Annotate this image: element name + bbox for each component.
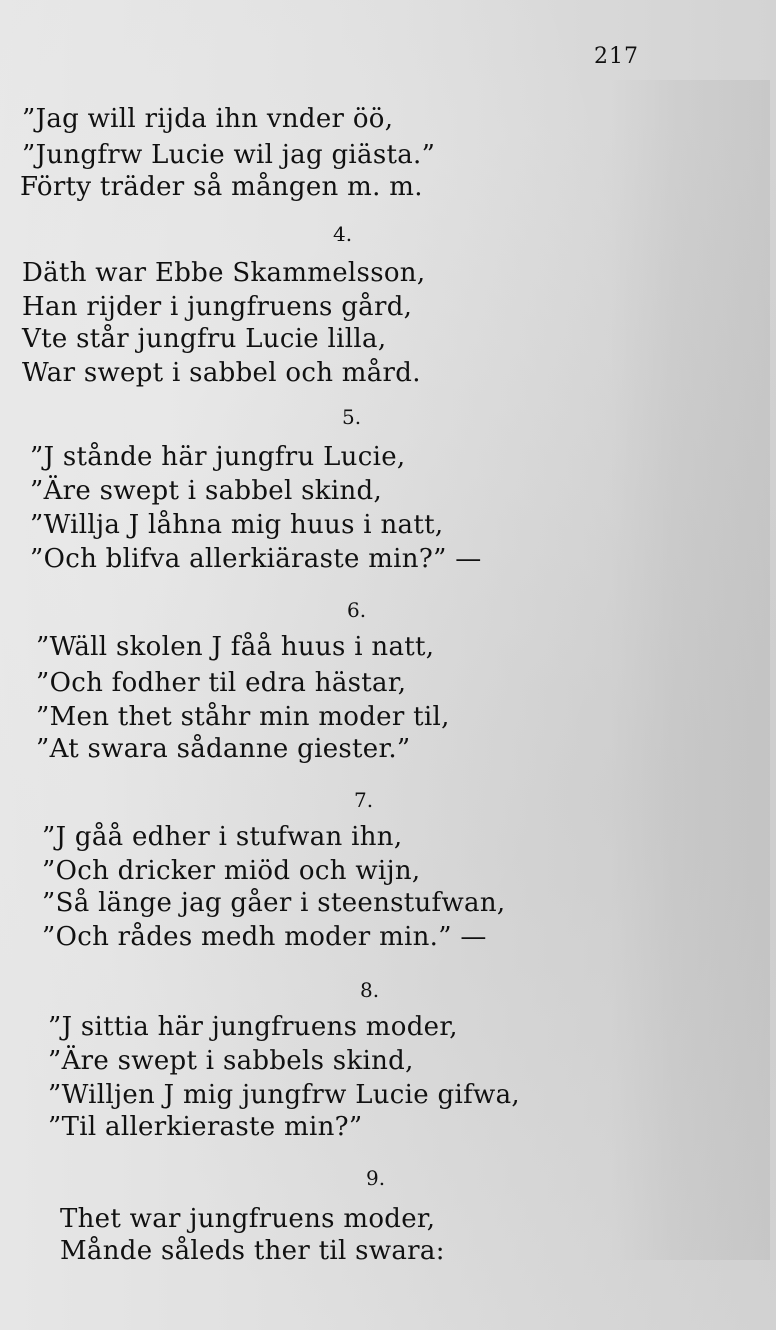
verse-line: Förty träder så mången m. m. xyxy=(20,172,423,202)
verse-line: ”Och dricker miöd och wijn, xyxy=(42,856,421,886)
verse-line: Månde såleds ther til swara: xyxy=(60,1236,445,1266)
verse-line: ”Och fodher til edra hästar, xyxy=(36,668,407,698)
verse-line: ”At swara sådanne giester.” xyxy=(36,734,411,764)
verse-line: Han rijder i jungfruens gård, xyxy=(22,292,413,322)
verse-line: ”Och rådes medh moder min.” — xyxy=(42,922,487,952)
verse-line: Thet war jungfruens moder, xyxy=(60,1204,436,1234)
verse-line: ”Så länge jag gåer i steenstufwan, xyxy=(42,888,506,918)
verse-line: ”Äre swept i sabbel skind, xyxy=(30,476,383,506)
verse-line: Vte står jungfru Lucie lilla, xyxy=(22,324,387,354)
stanza-number: 7. xyxy=(354,788,374,812)
stanza-number: 8. xyxy=(360,978,380,1002)
verse-line: ”Äre swept i sabbels skind, xyxy=(48,1046,414,1076)
verse-line: ”Wäll skolen J fåå huus i natt, xyxy=(36,632,435,662)
show-through-shadow xyxy=(610,80,770,1260)
verse-line: ”J gåå edher i stufwan ihn, xyxy=(42,822,403,852)
verse-line: ”Jungfrw Lucie wil jag giästa.” xyxy=(22,140,436,170)
verse-line: War swept i sabbel och mård. xyxy=(22,358,421,388)
verse-line: ”Men thet ståhr min moder til, xyxy=(36,702,450,732)
verse-line: Däth war Ebbe Skammelsson, xyxy=(22,258,426,288)
verse-line: ”Jag will rijda ihn vnder öö, xyxy=(22,104,394,134)
stanza-number: 5. xyxy=(342,405,362,429)
verse-line: ”J sittia här jungfruens moder, xyxy=(48,1012,458,1042)
page-number: 217 xyxy=(594,44,639,69)
verse-line: ”Til allerkieraste min?” xyxy=(48,1112,363,1142)
verse-line: ”J stånde här jungfru Lucie, xyxy=(30,442,406,472)
stanza-number: 6. xyxy=(347,598,367,622)
verse-line: ”Och blifva allerkiäraste min?” — xyxy=(30,544,482,574)
verse-line: ”Willjen J mig jungfrw Lucie gifwa, xyxy=(48,1080,520,1110)
verse-line: ”Willja J låhna mig huus i natt, xyxy=(30,510,444,540)
stanza-number: 4. xyxy=(333,222,353,246)
stanza-number: 9. xyxy=(366,1166,386,1190)
